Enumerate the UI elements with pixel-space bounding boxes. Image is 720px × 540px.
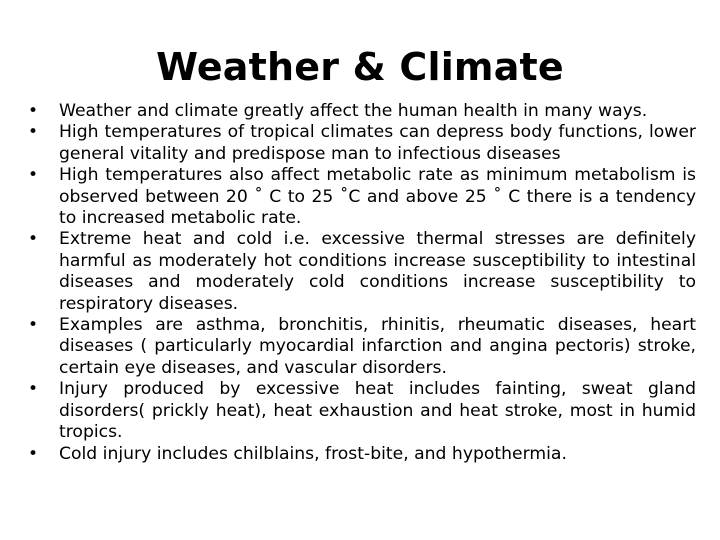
bullet-item <box>28 101 696 122</box>
bullet-marker: • <box>28 165 39 186</box>
bullet-marker: • <box>28 122 39 143</box>
bullet-item <box>28 444 696 465</box>
bullet-marker: • <box>28 379 39 400</box>
bullet-text: Injury produced by excessive heat includes fainting, sweat gland disorders( prickly heat), heat exhaustion and heat stroke, most in humid tropics. <box>59 379 696 443</box>
bullet-item <box>28 165 696 229</box>
bullet-marker: • <box>28 315 39 336</box>
bullet-marker: • <box>28 443 39 464</box>
bullet-text: Cold injury includes chilblains, frost-bite, and hypothermia. <box>59 443 567 464</box>
bullet-marker: • <box>28 229 39 250</box>
bullet-item <box>28 229 696 315</box>
bullet-item <box>28 315 696 379</box>
bullet-text: Weather and climate greatly affect the human health in many ways. <box>59 101 648 121</box>
bullet-text: Extreme heat and cold i.e. excessive thermal stresses are definitely harmful as moderately hot conditions increase susceptibility to intestinal diseases and moderately cold conditions increase susceptibility to respiratory diseases. <box>59 229 696 314</box>
bullet-item <box>28 379 696 443</box>
bullet-list <box>28 101 696 465</box>
bullet-item <box>28 122 696 165</box>
bullet-marker: • <box>28 101 39 121</box>
slide-title: Weather & Climate <box>156 45 564 89</box>
bullet-text: High temperatures also affect metabolic rate as minimum metabolism is observed between 20 ˚ C to 25 ˚C and above 25 ˚ C there is a tendency to increased metabolic rate. <box>59 165 696 229</box>
bullet-text: High temperatures of tropical climates can depress body functions, lower general vitality and predispose man to infectious diseases <box>59 122 696 164</box>
bullet-text: Examples are asthma, bronchitis, rhinitis, rheumatic diseases, heart diseases ( particularly myocardial infarction and angina pectoris) stroke, certain eye diseases, and vascular disorders. <box>59 315 696 378</box>
